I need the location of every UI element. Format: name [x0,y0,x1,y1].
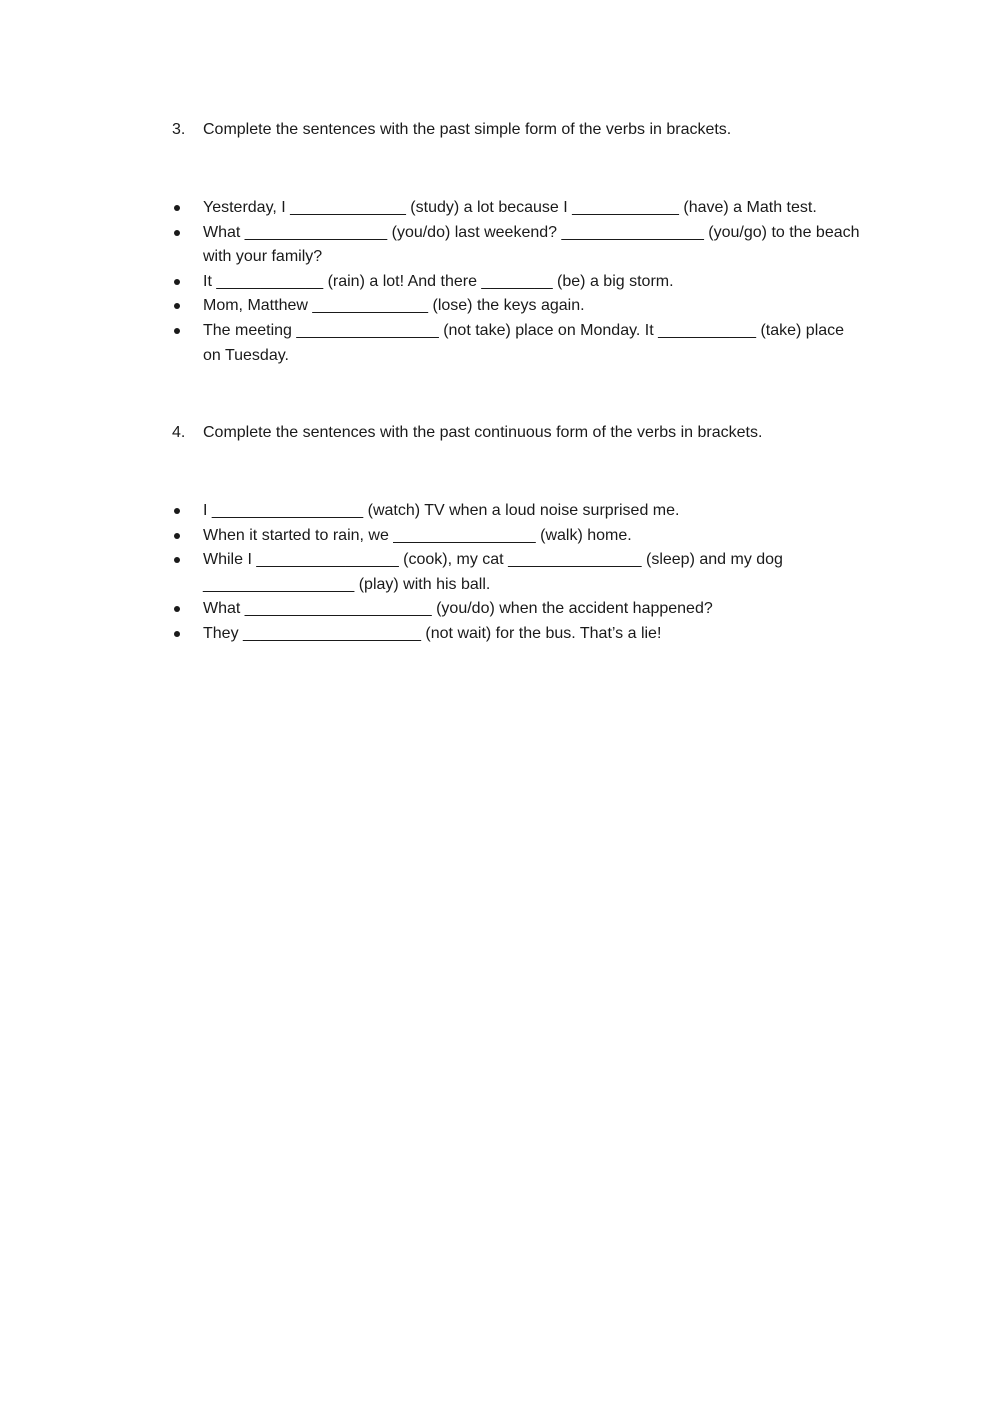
list-item [172,319,862,368]
exercise-4-number: 4. [172,424,186,441]
bullet-icon [172,597,203,622]
exercise-4-heading [172,421,862,445]
sentence-text: The meeting ________________ (not take) place on Monday. It ___________ (take) place on Tuesday. [203,321,849,364]
sentence-text: When it started to rain, we ________________ (walk) home. [203,526,632,544]
sentence-text: I _________________ (watch) TV when a loud noise surprised me. [203,502,680,519]
bullet-icon [172,622,203,647]
sentence-text: They ____________________ (not wait) for the bus. That’s a lie! [203,624,662,642]
exercise-4-list [172,499,862,647]
bullet-icon [172,548,203,597]
list-item [172,221,862,270]
exercise-4-instruction: Complete the sentences with the past continuous form of the verbs in brackets. [203,424,763,441]
sentence-text: While I ________________ (cook), my cat _______________ (sleep) and my dog _________________ (play) with his ball. [203,551,788,593]
exercise-3-number: 3. [172,121,186,138]
sentence-text: What ________________ (you/do) last weekend? ________________ (you/go) to the beach with your family? [203,223,864,266]
bullet-icon [172,499,203,524]
bullet-icon [172,221,203,270]
list-item [172,196,862,221]
list-item [172,548,862,597]
list-item [172,622,862,647]
exercise-3-list [172,196,862,368]
list-item [172,499,862,524]
exercise-3-instruction: Complete the sentences with the past simple form of the verbs in brackets. [203,121,732,138]
bullet-icon [172,294,203,319]
bullet-icon [172,524,203,549]
sentence-text: What _____________________ (you/do) when the accident happened? [203,600,713,618]
list-item [172,270,862,295]
list-item [172,294,862,319]
list-item [172,597,862,622]
sentence-text: It ____________ (rain) a lot! And there ________ (be) a big storm. [203,272,674,290]
bullet-icon [172,196,203,221]
exercise-3-heading [172,118,862,142]
exercise-4 [172,421,862,647]
exercise-3 [172,118,862,368]
sentence-text: Yesterday, I _____________ (study) a lot because I ____________ (have) a Math test. [203,199,817,216]
sentence-text: Mom, Matthew _____________ (lose) the keys again. [203,297,585,315]
list-item [172,524,862,549]
bullet-icon [172,270,203,295]
bullet-icon [172,319,203,368]
